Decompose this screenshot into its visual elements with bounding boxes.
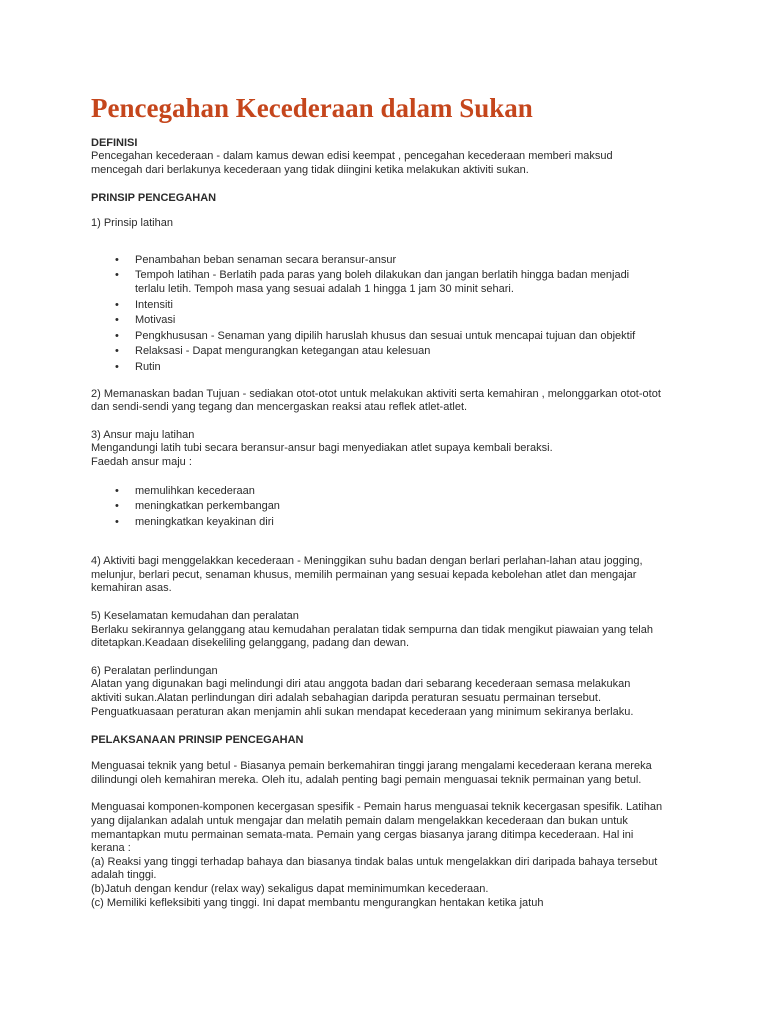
text-line: Berlaku sekirannya gelanggang atau kemudahan peralatan tidak sempurna dan tidak mengikut piawaian yang telah: [91, 623, 653, 636]
list-item: • meningkatkan perkembangan: [115, 500, 280, 513]
list-item: • meningkatkan keyakinan diri: [115, 515, 274, 528]
list-item: • Intensiti: [115, 298, 173, 311]
definisi-heading: DEFINISI: [91, 137, 138, 149]
text-line: Pencegahan kecederaan - dalam kamus dewan edisi keempat , pencegahan kecederaan memberi maksud: [91, 150, 613, 162]
document-title: Pencegahan Kecederaan dalam Sukan: [91, 93, 533, 123]
item1-title: [91, 217, 691, 231]
text-line: 2) Memanaskan badan Tujuan - sediakan otot-otot untuk melakukan aktiviti serta kemahiran , melonggarkan otot-otot: [91, 387, 661, 400]
list-item: • Pengkhususan - Senaman yang dipilih haruslah khusus dan sesuai untuk mencapai tujuan dan objektif: [115, 329, 636, 342]
bullet-icon: •: [115, 253, 119, 266]
text-line: 4) Aktiviti bagi menggelakkan kecederaan - Meninggikan suhu badan dengan berlari perlahan-lahan atau jogging,: [91, 555, 643, 568]
text-line: aktiviti sukan.Alatan perlindungan diri adalah sebahagian daripda peraturan sesuatu permainan tersebut.: [91, 692, 602, 705]
text-line: Menguasai teknik yang betul - Biasanya pemain berkemahiran tinggi jarang mengalami kecederaan kerana mereka: [91, 760, 652, 773]
text-line: dan sendi-sendi yang tegang dan mencergaskan reaksi atau reflek atlet-atlet.: [91, 401, 468, 414]
pelaksanaan-paragraph-1: [91, 760, 691, 787]
document-page: [91, 92, 691, 910]
text-line: dilindungi oleh kemahiran mereka. Oleh itu, adalah penting bagi pemain menguasai teknik permainan yang betul.: [91, 773, 642, 786]
text-line: (b)Jatuh dengan kendur (relax way) sekaligus dapat meminimumkan kecederaan.: [91, 882, 489, 895]
prinsip-heading: PRINSIP PENCEGAHAN: [91, 192, 217, 205]
list-item: • Penambahan beban senaman secara beransur-ansur: [115, 253, 397, 266]
text-line: Menguasai komponen-komponen kecergasan spesifik - Pemain harus menguasai teknik kecergasan spesifik. Latihan: [91, 801, 663, 814]
text-line: 1) Prinsip latihan: [91, 217, 173, 230]
pelaksanaan-paragraph-2: [91, 801, 691, 910]
text-line: mencegah dari berlakunya kecederaan yang tidak diingini ketika melakukan aktiviti sukan.: [91, 163, 529, 176]
list-item: • Rutin: [115, 360, 161, 373]
text-line: melunjur, berlari pecut, senaman khusus, memilih permainan yang sesuai kepada kebolehan atlet dan mengajar: [91, 568, 637, 581]
list-item: • Motivasi: [115, 314, 176, 327]
item5-paragraph: [91, 610, 691, 651]
text-line: 5) Keselamatan kemudahan dan peralatan: [91, 610, 299, 623]
item3-paragraph: [91, 429, 691, 470]
pelaksanaan-heading: PELAKSANAAN PRINSIP PENCEGAHAN: [91, 734, 304, 747]
list-item: • Relaksasi - Dapat mengurangkan ketegangan atau kelesuan: [115, 345, 431, 358]
text-line: Alatan yang digunakan bagi melindungi diri atau anggota badan dari sebarang kecederaan semasa melakukan: [91, 678, 631, 691]
list-item: • Tempoh latihan - Berlatih pada paras yang boleh dilakukan dan jangan berlatih hingga badan menjadi terlalu letih. Tempoh masa yang sesuai adalah 1 hingga 1 jam 30 minit sehari.: [115, 269, 630, 295]
item6-paragraph: [91, 665, 691, 719]
text-line: (a) Reaksi yang tinggi terhadap bahaya dan biasanya tindak balas untuk mengelakkan diri daripada bahaya tersebut: [91, 855, 658, 868]
item2-paragraph: [91, 388, 691, 415]
bullet-icon: •: [115, 484, 119, 497]
text-line: Faedah ansur maju :: [91, 455, 192, 468]
text-line: 6) Peralatan perlindungan: [91, 664, 218, 677]
bullet-icon: •: [115, 298, 119, 311]
text-line: Mengandungi latih tubi secara beransur-ansur bagi menyediakan atlet supaya kembali beraksi.: [91, 442, 553, 455]
text-line: 3) Ansur maju latihan: [91, 428, 195, 441]
bullet-icon: •: [115, 329, 119, 342]
text-line: Penguatkuasaan peraturan akan menjamin ahli sukan mendapat kecederaan yang minimum sekiranya berlaku.: [91, 705, 634, 718]
bullet-icon: •: [115, 500, 119, 513]
text-line: ditetapkan.Keadaan disekeliling gelanggang, padang dan dewan.: [91, 637, 410, 650]
item4-paragraph: [91, 555, 691, 596]
bullet-icon: •: [115, 314, 119, 327]
bullet-icon: •: [115, 360, 119, 373]
definisi-text: [91, 150, 691, 177]
text-line: kemahiran asas.: [91, 582, 172, 595]
text-line: memantapkan mutu permainan semata-mata. Pemain yang cergas biasanya jarang ditimpa kecederaan. Hal ini: [91, 828, 634, 841]
list-item: • memulihkan kecederaan: [115, 484, 255, 497]
text-line: (c) Memiliki kefleksibiti yang tinggi. Ini dapat membantu mengurangkan hentakan ketika jatuh: [91, 896, 544, 909]
bullet-icon: •: [115, 345, 119, 358]
text-line: adalah tinggi.: [91, 869, 157, 882]
prinsip-latihan-list: [91, 254, 691, 375]
text-line: yang dijalankan adalah untuk mengajar dan melatih pemain dalam mengelakkan kecederaan dan bukan untuk: [91, 815, 628, 827]
bullet-icon: •: [115, 515, 119, 528]
bullet-icon: •: [115, 269, 119, 282]
text-line: kerana :: [91, 842, 131, 855]
faedah-list: [91, 485, 691, 530]
